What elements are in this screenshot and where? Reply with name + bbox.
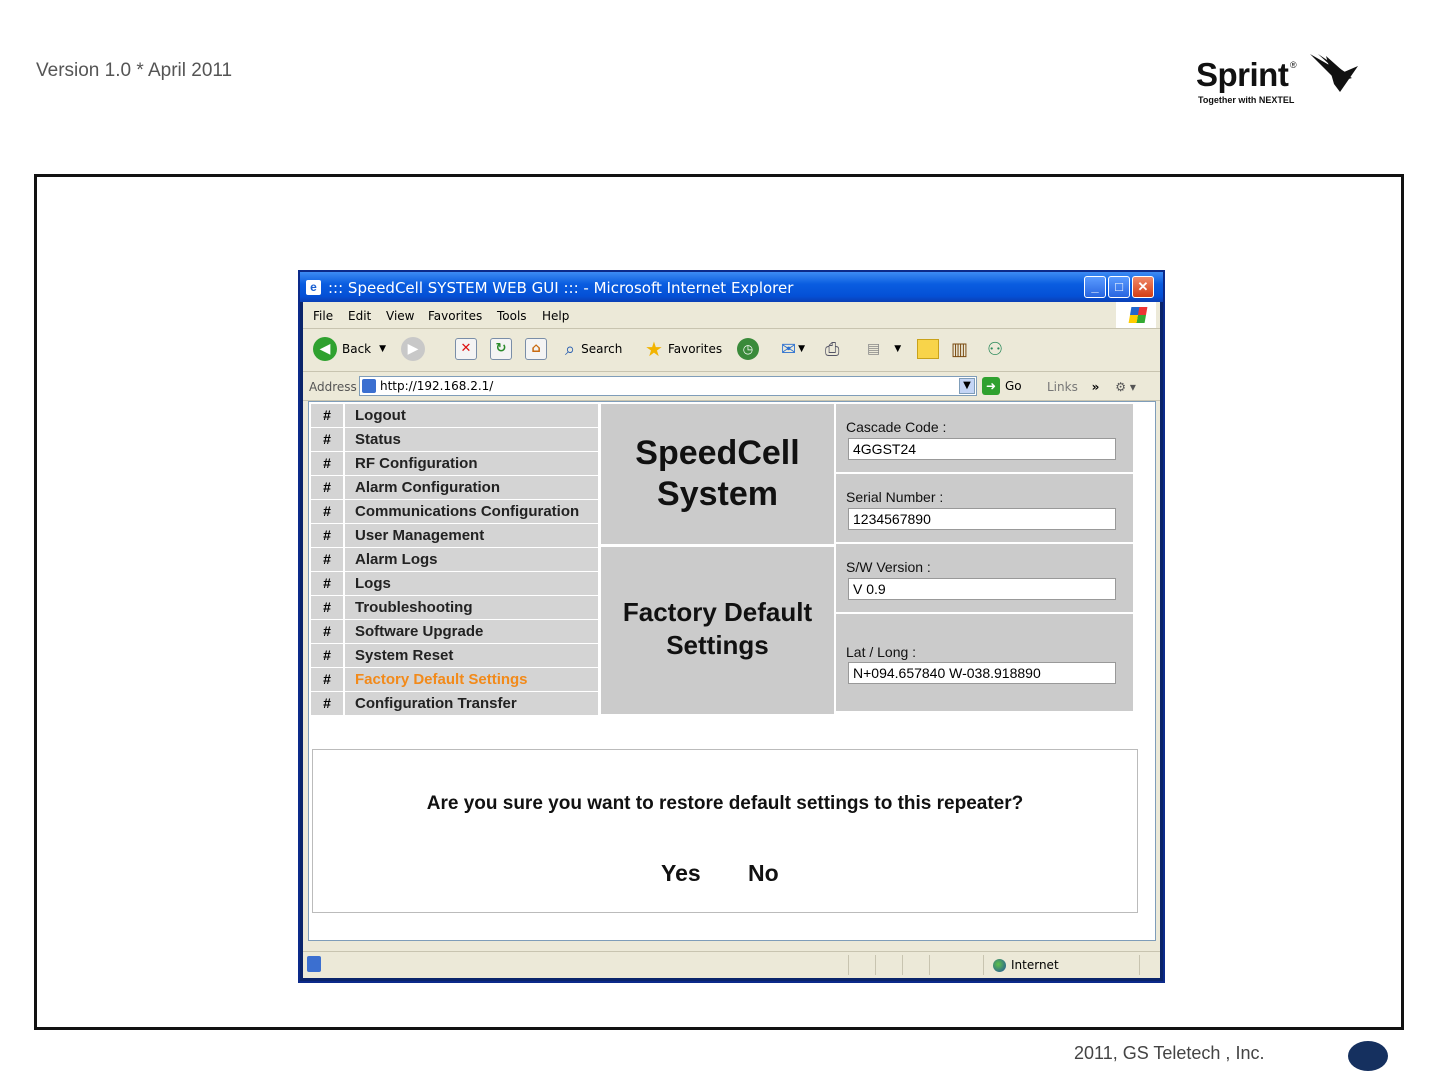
nav-item-configuration-transfer[interactable] bbox=[311, 692, 598, 715]
research-icon: ▥ bbox=[951, 338, 969, 360]
address-url: http://192.168.2.1/ bbox=[380, 379, 494, 393]
nav-hash: # bbox=[311, 476, 343, 499]
search-button[interactable] bbox=[565, 337, 622, 361]
yes-button[interactable]: Yes bbox=[661, 860, 701, 886]
back-button[interactable] bbox=[313, 337, 386, 361]
globe-icon bbox=[993, 959, 1006, 972]
windows-flag-icon bbox=[1116, 302, 1156, 328]
resize-grip-icon[interactable] bbox=[1139, 955, 1140, 975]
search-icon: ⌕ bbox=[565, 338, 576, 360]
nav-item-software-upgrade[interactable] bbox=[311, 620, 598, 643]
nav-hash: # bbox=[311, 596, 343, 619]
nav-hash: # bbox=[311, 452, 343, 475]
nav-label[interactable]: Logout bbox=[345, 404, 598, 427]
nav-item-status[interactable] bbox=[311, 428, 598, 451]
nav-hash: # bbox=[311, 548, 343, 571]
ie-window bbox=[298, 270, 1165, 983]
nav-item-logs[interactable] bbox=[311, 572, 598, 595]
nav-hash: # bbox=[311, 572, 343, 595]
page-content bbox=[308, 401, 1156, 941]
menu-help[interactable]: Help bbox=[542, 309, 570, 323]
nav-hash: # bbox=[311, 620, 343, 643]
nav-hash: # bbox=[311, 404, 343, 427]
favorites-label: Favorites bbox=[667, 342, 723, 356]
confirm-dialog bbox=[312, 749, 1138, 913]
address-input[interactable] bbox=[359, 376, 977, 396]
page-icon bbox=[362, 379, 376, 393]
sprint-wing-icon bbox=[1304, 52, 1360, 96]
nav-label[interactable]: Software Upgrade bbox=[345, 620, 598, 643]
print-icon: ⎙ bbox=[825, 338, 840, 360]
back-arrow-icon: ◀ bbox=[313, 337, 337, 361]
nav-label[interactable]: User Management bbox=[345, 524, 598, 547]
menu-view[interactable]: View bbox=[386, 309, 415, 323]
nav-item-rf-configuration[interactable] bbox=[311, 452, 598, 475]
zone-label: Internet bbox=[1011, 958, 1059, 972]
refresh-icon: ↻ bbox=[490, 338, 512, 360]
nav-label[interactable]: Configuration Transfer bbox=[345, 692, 598, 715]
back-label: Back bbox=[342, 342, 372, 356]
menu-bar bbox=[303, 302, 1160, 329]
menu-tools[interactable]: Tools bbox=[497, 309, 527, 323]
cascade-code-label: Cascade Code : bbox=[846, 419, 947, 435]
nav-item-alarm-configuration[interactable] bbox=[311, 476, 598, 499]
status-bar bbox=[303, 951, 1160, 978]
nav-item-troubleshooting[interactable] bbox=[311, 596, 598, 619]
toolbar bbox=[303, 329, 1160, 372]
mail-button[interactable] bbox=[781, 337, 805, 361]
favorites-button[interactable] bbox=[645, 337, 722, 361]
go-arrow-icon: ➜ bbox=[982, 377, 1000, 395]
close-button[interactable]: ✕ bbox=[1132, 276, 1154, 298]
serial-number-label: Serial Number : bbox=[846, 489, 944, 505]
status-divider bbox=[848, 955, 849, 975]
status-divider bbox=[983, 955, 984, 975]
logo-word: Sprint bbox=[1196, 56, 1289, 93]
title-bar[interactable] bbox=[300, 272, 1163, 302]
sw-version-field: V 0.9 bbox=[848, 578, 1116, 600]
links-button[interactable] bbox=[1047, 380, 1136, 394]
cascade-code-field: 4GGST24 bbox=[848, 438, 1116, 460]
nav-item-system-reset[interactable] bbox=[311, 644, 598, 667]
serial-number-field: 1234567890 bbox=[848, 508, 1116, 530]
nav-hash: # bbox=[311, 524, 343, 547]
nav-item-alarm-logs[interactable] bbox=[311, 548, 598, 571]
snagit-icon[interactable]: ⚙ ▾ bbox=[1115, 380, 1136, 394]
nav-label[interactable]: Logs bbox=[345, 572, 598, 595]
mail-icon: ✉ bbox=[781, 338, 797, 360]
nav-label[interactable]: RF Configuration bbox=[345, 452, 598, 475]
security-zone bbox=[993, 958, 1059, 972]
page-title-line2: Settings bbox=[666, 630, 769, 660]
system-title-panel bbox=[601, 404, 834, 544]
stop-button[interactable] bbox=[455, 337, 477, 361]
ie-icon: e bbox=[306, 280, 321, 295]
go-button[interactable] bbox=[982, 377, 1022, 395]
system-title-line1: SpeedCell bbox=[635, 434, 800, 472]
doc-header: Version 1.0 * April 2011 bbox=[36, 60, 233, 81]
nav-item-factory-default-settings[interactable] bbox=[311, 668, 598, 691]
confirm-question: Are you sure you want to restore default settings to this repeater? bbox=[426, 793, 1024, 814]
nav-menu bbox=[311, 404, 598, 716]
maximize-button[interactable]: □ bbox=[1108, 276, 1130, 298]
sw-version-box bbox=[836, 544, 1133, 612]
refresh-button[interactable] bbox=[490, 337, 512, 361]
logo-trademark: ® bbox=[1290, 60, 1297, 70]
nav-hash: # bbox=[311, 500, 343, 523]
go-label: Go bbox=[1005, 379, 1022, 393]
status-divider bbox=[929, 955, 930, 975]
mail-dropdown-icon: ▼ bbox=[798, 344, 806, 354]
chevron-right-icon: » bbox=[1091, 380, 1100, 394]
lat-long-box bbox=[836, 614, 1133, 711]
nav-hash: # bbox=[311, 428, 343, 451]
nav-label[interactable]: Status bbox=[345, 428, 598, 451]
page-marker bbox=[1348, 1041, 1388, 1071]
edit-page-icon: ▤ bbox=[867, 341, 881, 357]
nav-hash: # bbox=[311, 644, 343, 667]
favorites-star-icon: ★ bbox=[645, 337, 663, 361]
minimize-button[interactable]: _ bbox=[1084, 276, 1106, 298]
lat-long-field: N+094.657840 W-038.918890 bbox=[848, 662, 1116, 684]
home-button[interactable] bbox=[525, 337, 547, 361]
serial-number-box bbox=[836, 474, 1133, 542]
menu-edit[interactable]: Edit bbox=[348, 309, 372, 323]
nav-item-logout[interactable] bbox=[311, 404, 598, 427]
discuss-button[interactable] bbox=[917, 337, 939, 361]
status-page-icon bbox=[307, 956, 321, 972]
system-title-line2: System bbox=[657, 475, 778, 513]
nav-label[interactable]: Alarm Configuration bbox=[345, 476, 598, 499]
home-icon: ⌂ bbox=[525, 338, 547, 360]
sw-version-label: S/W Version : bbox=[846, 559, 931, 575]
address-label: Address bbox=[309, 380, 357, 394]
address-dropdown-icon[interactable]: ▼ bbox=[959, 378, 975, 394]
history-icon: ◷ bbox=[737, 338, 759, 360]
lat-long-label: Lat / Long : bbox=[846, 644, 917, 660]
nav-label[interactable]: Alarm Logs bbox=[345, 548, 598, 571]
forward-arrow-icon: ▶ bbox=[401, 337, 425, 361]
menu-favorites[interactable]: Favorites bbox=[428, 309, 483, 323]
messenger-button[interactable] bbox=[987, 337, 1003, 361]
logo-tagline: Together with NEXTEL bbox=[1198, 95, 1295, 105]
nav-label[interactable]: Factory Default Settings bbox=[345, 668, 598, 691]
ie-client-area bbox=[303, 302, 1160, 978]
menu-file[interactable]: File bbox=[313, 309, 334, 323]
research-button[interactable] bbox=[951, 337, 968, 361]
page-title-panel bbox=[601, 547, 834, 714]
edit-dropdown-icon: ▼ bbox=[894, 344, 902, 354]
stop-icon: ✕ bbox=[455, 338, 477, 360]
nav-item-communications-configuration[interactable] bbox=[311, 500, 598, 523]
sprint-logo bbox=[1196, 52, 1366, 122]
address-bar bbox=[303, 372, 1160, 401]
messenger-icon: ⚇ bbox=[987, 338, 1004, 360]
page-title-line1: Factory Default bbox=[622, 597, 813, 627]
cascade-code-box bbox=[836, 404, 1133, 472]
history-button[interactable] bbox=[737, 337, 759, 361]
nav-label[interactable]: Communications Configuration bbox=[345, 500, 598, 523]
search-label: Search bbox=[581, 342, 623, 356]
links-label: Links bbox=[1047, 380, 1078, 394]
note-icon bbox=[917, 339, 939, 359]
print-button[interactable] bbox=[825, 337, 839, 361]
forward-button[interactable] bbox=[401, 337, 425, 361]
nav-hash: # bbox=[311, 692, 343, 715]
nav-label[interactable]: Troubleshooting bbox=[345, 596, 598, 619]
no-button[interactable]: No bbox=[748, 860, 779, 886]
status-divider bbox=[902, 955, 903, 975]
edit-button[interactable] bbox=[867, 337, 901, 361]
doc-footer: 2011, GS Teletech , Inc. bbox=[1074, 1043, 1265, 1063]
nav-hash: # bbox=[311, 668, 343, 691]
window-title: ::: SpeedCell SYSTEM WEB GUI ::: - Microsoft Internet Explorer bbox=[328, 279, 794, 297]
nav-label[interactable]: System Reset bbox=[345, 644, 598, 667]
system-info-panel bbox=[836, 404, 1133, 713]
status-divider bbox=[875, 955, 876, 975]
back-dropdown-icon[interactable]: ▼ bbox=[379, 344, 387, 354]
nav-item-user-management[interactable] bbox=[311, 524, 598, 547]
